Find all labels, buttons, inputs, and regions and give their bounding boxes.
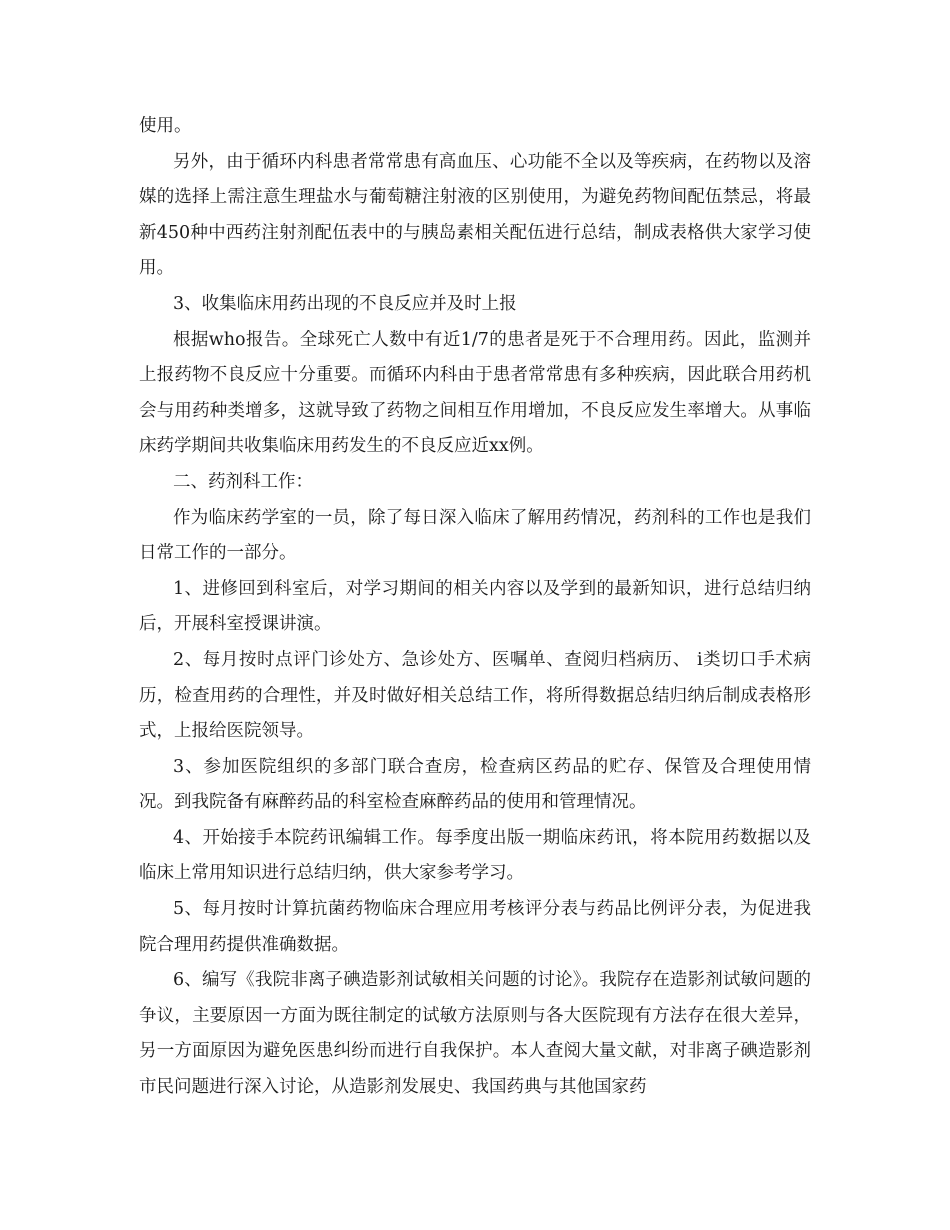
list-item-1: 1、进修回到科室后，对学习期间的相关内容以及学到的最新知识，进行总结归纳后，开展科室授课讲演。 <box>139 578 811 635</box>
list-item-6: 6、编写《我院非离子碘造影剂试敏相关问题的讨论》。我院存在造影剂试敏问题的争议，主要原因一方面为既往制定的试敏方法原则与各大医院现有方法存在很大差异，另一方面原因为避免医患纠纷而进行自我保护。本人查阅大量文献，对非离子碘造影剂市民问题进行深入讨论，从造影剂发展史、我国药典与其他国家药 <box>139 970 811 1098</box>
document-page <box>139 109 811 1106</box>
paragraph-cardiology-compatibility: 另外，由于循环内科患者常常患有高血压、心功能不全以及等疾病，在药物以及溶媒的选择上需注意生理盐水与葡萄糖注射液的区别使用，为避免药物间配伍禁忌，将最新450种中西药注射剂配伍表中的与胰岛素相关配伍进行总结，制成表格供大家学习使用。 <box>139 151 811 279</box>
list-item-3: 3、参加医院组织的多部门联合查房，检查病区药品的贮存、保管及合理使用情况。到我院备有麻醉药品的科室检查麻醉药品的使用和管理情况。 <box>139 756 811 813</box>
section-heading-adverse-reactions: 3、收集临床用药出现的不良反应并及时上报 <box>173 293 517 314</box>
list-item-2: 2、每月按时点评门诊处方、急诊处方、医嘱单、查阅归档病历、 i类切口手术病历，检查用药的合理性，并及时做好相关总结工作，将所得数据总结归纳后制成表格形式，上报给医院领导。 <box>139 649 811 742</box>
paragraph-continuation: 使用。 <box>139 116 192 136</box>
section-heading-pharmacy-work: 二、药剂科工作： <box>173 471 313 492</box>
list-item-4: 4、开始接手本院药讯编辑工作。每季度出版一期临床药讯，将本院用药数据以及临床上常用知识进行总结归纳，供大家参考学习。 <box>139 827 811 884</box>
paragraph-who-report: 根据who报告。全球死亡人数中有近1/7的患者是死于不合理用药。因此，监测并上报药物不良反应十分重要。而循环内科由于患者常常患有多种疾病，因此联合用药机会与用药种类增多，这就导致了药物之间相互作用增加，不良反应发生率增大。从事临床药学期间共收集临床用药发生的不良反应近xx例。 <box>139 329 811 457</box>
paragraph-pharmacy-intro: 作为临床药学室的一员，除了每日深入临床了解用药情况，药剂科的工作也是我们日常工作的一部分。 <box>139 507 811 564</box>
list-item-5: 5、每月按时计算抗菌药物临床合理应用考核评分表与药品比例评分表，为促进我院合理用药提供准确数据。 <box>139 899 811 955</box>
